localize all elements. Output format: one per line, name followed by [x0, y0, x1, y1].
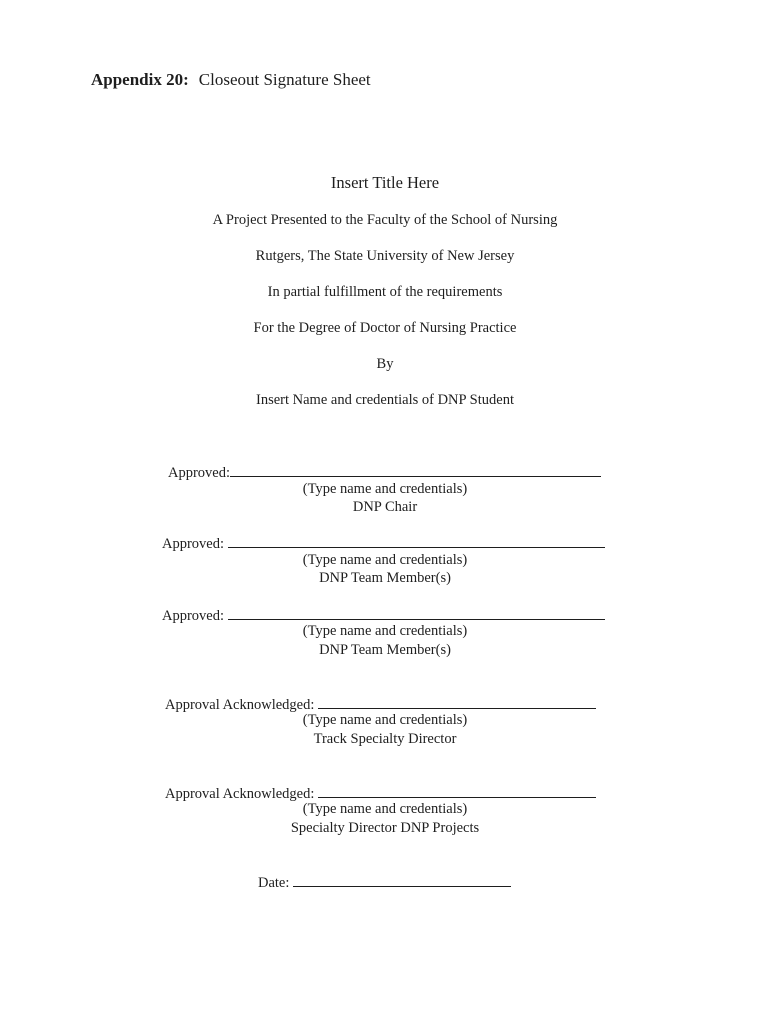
signature-role: DNP Team Member(s): [319, 642, 451, 658]
signature-blank[interactable]: [318, 695, 596, 709]
signature-label: Approved:: [168, 465, 231, 481]
signature-line-team-member-1[interactable]: [162, 534, 605, 553]
degree-line: For the Degree of Doctor of Nursing Practice: [253, 320, 517, 336]
signature-role: Specialty Director DNP Projects: [290, 820, 480, 836]
fulfillment-line: In partial fulfillment of the requirements: [267, 284, 503, 300]
signature-blank[interactable]: [228, 606, 605, 620]
university-line: Rutgers, The State University of New Jersey: [255, 248, 515, 264]
signature-blank[interactable]: [318, 784, 596, 798]
signature-hint: (Type name and credentials): [302, 623, 468, 639]
date-line[interactable]: [258, 873, 511, 892]
student-name-line: Insert Name and credentials of DNP Student: [256, 392, 514, 408]
signature-label: Approved:: [162, 608, 225, 624]
signature-role: Track Specialty Director: [313, 731, 457, 747]
appendix-number: Appendix 20:: [91, 70, 189, 89]
signature-hint: (Type name and credentials): [302, 712, 468, 728]
signature-hint: (Type name and credentials): [302, 801, 468, 817]
signature-label: Approval Acknowledged:: [165, 697, 315, 713]
signature-line-chair[interactable]: [168, 463, 601, 482]
signature-hint: (Type name and credentials): [302, 552, 468, 568]
presented-line: A Project Presented to the Faculty of the School of Nursing: [212, 212, 558, 228]
signature-role: DNP Chair: [352, 499, 418, 515]
by-line: By: [376, 356, 394, 372]
project-title: Insert Title Here: [330, 173, 440, 192]
signature-blank[interactable]: [230, 463, 601, 477]
date-label: Date:: [258, 875, 290, 891]
appendix-title: Closeout Signature Sheet: [198, 70, 371, 89]
signature-label: Approval Acknowledged:: [165, 786, 315, 802]
appendix-heading: [91, 70, 371, 90]
signature-role: DNP Team Member(s): [319, 570, 451, 586]
signature-label: Approved:: [162, 536, 225, 552]
signature-hint: (Type name and credentials): [302, 481, 468, 497]
date-blank[interactable]: [293, 873, 511, 887]
signature-blank[interactable]: [228, 534, 605, 548]
